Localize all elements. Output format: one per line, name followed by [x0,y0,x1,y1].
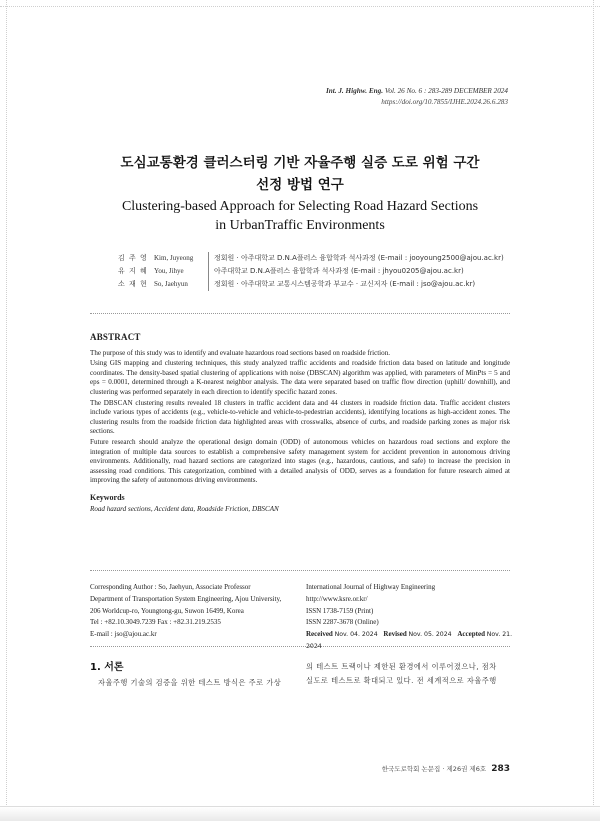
page-border-top [0,6,600,7]
corresponding-line: 206 Worldcup-ro, Youngtong-gu, Suwon 16499, Korea [90,606,244,615]
page-footer [382,764,510,774]
abstract-paragraph: The DBSCAN clustering results revealed 18 clusters in traffic accident data and 44 clusters in roadside friction data. Traffic accident clusters include various types of accidents (e.g., vehicle-to-vehicle and vehicle-to-pedestrian accidents), identifying locations as high-accident zones. The clustering results from the roadside friction data highlighted areas with crosswalks, absence of curbs, and roadside parking zones as major risk sections. [90,398,510,436]
accepted-label: Accepted [457,630,485,639]
author-row [118,278,504,291]
abstract-paragraph: Using GIS mapping and clustering techniques, this study analyzed traffic accidents and roadside friction data based on latitude and longitude coordinates. The density-based spatial clustering of applications with noise (DBSCAN) algorithm was applied, with parameters of MinPts = 5 and eps = 0.0001, determined through a K-nearest neighbor analysis. The data were separated based on traffic flow direction (uphill/ downhill), and clustering was performed separately in each direction to identify specific hazard zones. [90,359,510,396]
revised-date: Nov. 05. 2024 [408,631,452,639]
corresponding-line: Corresponding Author : So, Jaehyun, Associate Professor [90,583,251,591]
abstract-paragraph: The purpose of this study was to identify and evaluate hazardous road sections based on roadside friction. [90,348,391,357]
abstract [90,333,510,514]
body-line: 실도로 테스트로 확대되고 있다. 전 세계적으로 자율주행 [306,676,497,685]
journal-doi[interactable]: https://doi.org/10.7855/IJHE.2024.26.6.283 [381,98,508,106]
author-row [118,265,504,278]
author-name-en: You, Jihye [154,265,209,278]
author-name-en: Kim, Juyeong [154,252,209,265]
title-korean-line1: 도심교통환경 클러스터링 기반 자율주행 실증 도로 위험 구간 [120,155,480,171]
page-border-right [593,0,594,821]
keywords-heading: Keywords [90,492,125,502]
title-english-line1: Clustering-based Approach for Selecting Road Hazard Sections [121,199,479,214]
abstract-heading: ABSTRACT [90,332,141,342]
divider [90,646,510,647]
publication-line: ISSN 1738-7159 (Print) [306,606,374,615]
title-korean [0,152,600,196]
author-affiliation: 정회원 · 아주대학교 교통시스템공학과 부교수 · 교신저자 (E-mail : jso@ajou.ac.kr) [214,280,476,288]
body-text-right [306,660,516,688]
title-english [0,197,600,235]
corresponding-line: Tel : +82.10.3049.7239 Fax : +82.31.219.2535 [90,618,221,627]
page-border-left [6,0,7,821]
author-name-ko: 소 재 현 [118,280,148,288]
author-name-ko: 김 주 영 [118,254,148,262]
publication-line: ISSN 2287-3678 (Online) [306,618,379,627]
title-english-line2: in UrbanTraffic Environments [215,218,385,233]
keywords: Road hazard sections, Accident data, Roadside Friction, DBSCAN [90,504,279,513]
journal-header [326,86,508,108]
accepted-date: Nov. 21. 2024 [306,631,513,650]
publication-info [306,582,516,653]
author-affiliation: 아주대학교 D.N.A플러스 융합학과 석사과정 (E-mail : jhyou0205@ajou.ac.kr) [214,267,464,275]
publication-line: International Journal of Highway Engineering [306,583,436,591]
body-text-left: 자율주행 기술의 검증을 위한 테스트 방식은 주로 가상 [98,678,282,687]
revised-label: Revised [383,630,407,639]
author-row [118,252,504,265]
title-korean-line2: 선정 방법 연구 [256,177,344,193]
corresponding-line: Department of Transportation System Engineering, Ajou University, [90,594,282,603]
publication-dates [306,629,516,653]
page-edge [0,806,600,821]
footer-journal: 한국도로학회 논문집 · 제26권 제6호 [381,765,487,773]
publication-url[interactable]: http://www.ksre.or.kr/ [306,594,368,603]
author-affiliation: 정회원 · 아주대학교 D.N.A플러스 융합학과 석사과정 (E-mail : jooyoung2500@ajou.ac.kr) [214,254,504,262]
received-date: Nov. 04. 2024 [334,631,378,639]
received-label: Received [306,630,333,639]
divider [90,570,510,571]
body-line: 의 테스트 트랙이나 제한된 환경에서 이루어졌으나, 점차 [306,662,497,671]
journal-title: Int. J. Highw. Eng. [325,87,384,95]
corresponding-author [90,582,300,641]
section-title: 1. 서론 [90,662,124,673]
abstract-paragraph: Future research should analyze the operational design domain (ODD) of autonomous vehicles on hazardous road sections and explore the integration of multiple data sources to establish a comprehensive safety management system for accident prevention in autonomous driving environments. Additionally, road hazard sections are categorized into stages (e.g., hazardous, cautious, and safe) to increase the precision in assessing road conditions. This categorization, combined with a detailed analysis of ODD, serves as a foundation for future research aimed at improving the safety of autonomous driving environments. [90,437,510,485]
journal-volume: Vol. 26 No. 6 : 283-289 DECEMBER 2024 [384,87,508,95]
page-number: 283 [491,764,510,774]
corresponding-email[interactable]: E-mail : jso@ajou.ac.kr [90,630,157,639]
divider [90,313,510,314]
author-name-en: So, Jaehyun [154,278,209,291]
author-name-ko: 유 지 혜 [118,267,148,275]
author-list [118,252,504,291]
